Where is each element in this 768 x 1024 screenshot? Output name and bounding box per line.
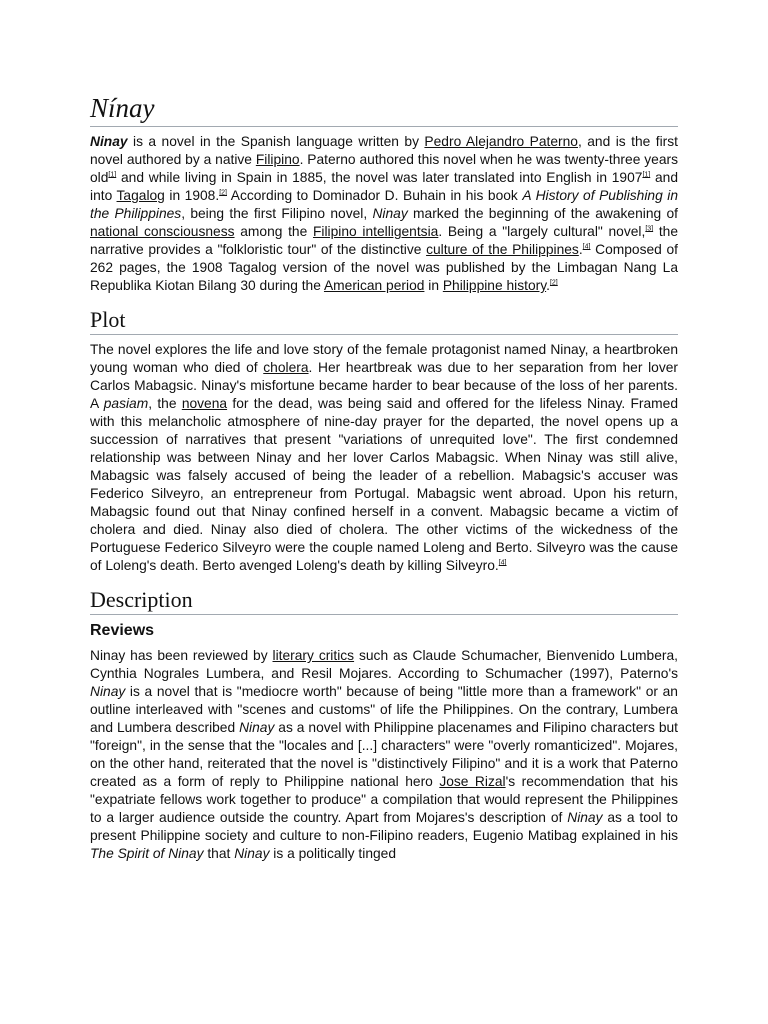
article-link[interactable]: culture of the Philippines xyxy=(426,242,579,257)
section-heading-description: Description xyxy=(90,587,678,615)
subsection-heading-reviews: Reviews xyxy=(90,622,155,639)
text-run: According to Dominador D. Buhain in his book xyxy=(227,188,523,203)
article-link[interactable]: Tagalog xyxy=(116,188,165,203)
text-run: . Her heartbreak was due to her separation from her lover Carlos Mabagsic. Ninay's misfortune became harder to bear because of the loss of her parents. A xyxy=(90,360,678,411)
italic-text: Ninay xyxy=(90,134,128,149)
text-run: 's recommendation that his "expatriate fellows work together to produce" a compilation that would represent the Philippines to a larger audience outside the country. Apart from Mojares's description of xyxy=(90,774,678,825)
italic-text: pasiam xyxy=(103,396,149,411)
text-run: such as Claude Schumacher, Bienvenido Lumbera, Cynthia Nograles Lumbera, and Resil Mojares. According to Schumacher (1997), Paterno's xyxy=(90,648,679,681)
italic-text: Ninay xyxy=(239,720,275,735)
text-run: . Being a "largely cultural" novel, xyxy=(438,224,646,239)
article-link[interactable]: Jose Rizal xyxy=(439,774,506,789)
text-run: The novel explores the life and love story of the female protagonist named Ninay, a heartbroken young woman who died of xyxy=(90,342,678,375)
text-run: . xyxy=(578,242,583,257)
text-run: is a politically tinged xyxy=(269,846,397,861)
article-link[interactable]: national consciousness xyxy=(90,224,235,239)
citation-link[interactable]: [1] xyxy=(108,171,117,179)
text-run: is a novel in the Spanish language written by xyxy=(127,134,425,149)
italic-text: Ninay xyxy=(234,846,270,861)
text-run: that xyxy=(203,846,235,861)
article xyxy=(90,92,678,863)
citation-link[interactable]: [3] xyxy=(645,225,654,233)
citation xyxy=(550,279,558,286)
citation-link[interactable]: [4] xyxy=(582,243,591,251)
reviews-paragraph xyxy=(90,647,678,863)
text-run: and into xyxy=(90,170,679,203)
italic-text: Ninay xyxy=(567,810,603,825)
article-link[interactable]: cholera xyxy=(263,360,309,375)
citation-link[interactable]: [4] xyxy=(498,559,507,567)
text-run: is a novel that is "mediocre worth" because of being "little more than a framework" or an outline interleaved with "scenes and customs" of life the Philippines. On the contrary, Lumbera and Lumbera described xyxy=(90,684,678,735)
italic-text: The Spirit of Ninay xyxy=(90,846,204,861)
citation-link[interactable]: [2] xyxy=(549,279,558,287)
plot-paragraph xyxy=(90,341,678,575)
intro-paragraph xyxy=(90,133,678,295)
text-run: , being the first Filipino novel, xyxy=(181,206,373,221)
citation xyxy=(499,559,507,566)
text-run: and while living in Spain in 1885, the novel was later translated into English in 1907 xyxy=(116,170,643,185)
text-run: . Paterno authored this novel when he was twenty-three years old xyxy=(90,152,678,185)
text-run: for the dead, was being said and offered for the lifeless Ninay. Framed with this melancholic atmosphere of nine-day prayer for the departed, the novel opens up a succession of narratives that present "variations of unrequited love". The first condemned relationship was between Ninay and her lover Carlos Mabagsic. When Ninay was still alive, Mabagsic was falsely accused of being the leader of a rebellion. Mabagsic's accuser was Federico Silveyro, an entrepreneur from Portugal. Mabagsic went abroad. Upon his return, Mabagsic found out that Ninay confined herself in a convent. Mabagsic became a victim of cholera and died. Ninay also died of cholera. The other victims of the wickedness of the Portuguese Federico Silveyro were the couple named Loleng and Berto. Silveyro was the cause of Loleng's death. Berto avenged Loleng's death by killing Silveyro. xyxy=(90,396,678,573)
text-run: , and is the first novel authored by a native xyxy=(90,134,678,167)
text-run: as a tool to present Philippine society and culture to non-Filipino readers, Eugenio Matibag explained in his xyxy=(90,810,678,843)
article-link[interactable]: Pedro Alejandro Paterno xyxy=(424,134,578,149)
section-heading-plot: Plot xyxy=(90,307,678,335)
citation-link[interactable]: [2] xyxy=(219,189,227,197)
text-run: among the xyxy=(234,224,313,239)
text-run: Ninay has been reviewed by xyxy=(90,648,273,663)
text-run: . xyxy=(546,278,550,293)
article-link[interactable]: literary critics xyxy=(272,648,355,663)
citation-link[interactable]: [1] xyxy=(642,171,651,179)
text-run: Composed of 262 pages, the 1908 Tagalog version of the novel was published by the Limbagan Nang La Republika Kiotan Bilang 30 during the xyxy=(90,242,678,293)
text-run: the narrative provides a "folkloristic tour" of the distinctive xyxy=(90,224,678,257)
text-run: marked the beginning of the awakening of xyxy=(407,206,678,221)
text-run: as a novel with Philippine placenames and Filipino characters but "foreign", in the sense that the "locales and [...] characters" were "overly romanticized". Mojares, on the other hand, reiterated that the novel is "distinctively Filipino" and it is a work that Paterno created as a form of reply to Philippine national hero xyxy=(90,720,678,789)
article-link[interactable]: Filipino xyxy=(255,152,300,167)
italic-text: A History of Publishing in the Philippines xyxy=(90,188,679,221)
article-link[interactable]: American period xyxy=(323,278,425,293)
text-run: , the xyxy=(148,396,182,411)
citation xyxy=(219,189,227,196)
italic-text: Ninay xyxy=(372,206,408,221)
text-run: in xyxy=(424,278,443,293)
article-link[interactable]: Philippine history xyxy=(442,278,547,293)
italic-text: Ninay xyxy=(90,684,126,699)
page-title: Nínay xyxy=(90,92,678,127)
text-run: in 1908. xyxy=(164,188,220,203)
article-link[interactable]: novena xyxy=(181,396,228,411)
citation xyxy=(645,225,653,232)
article-link[interactable]: Filipino intelligentsia xyxy=(312,224,439,239)
